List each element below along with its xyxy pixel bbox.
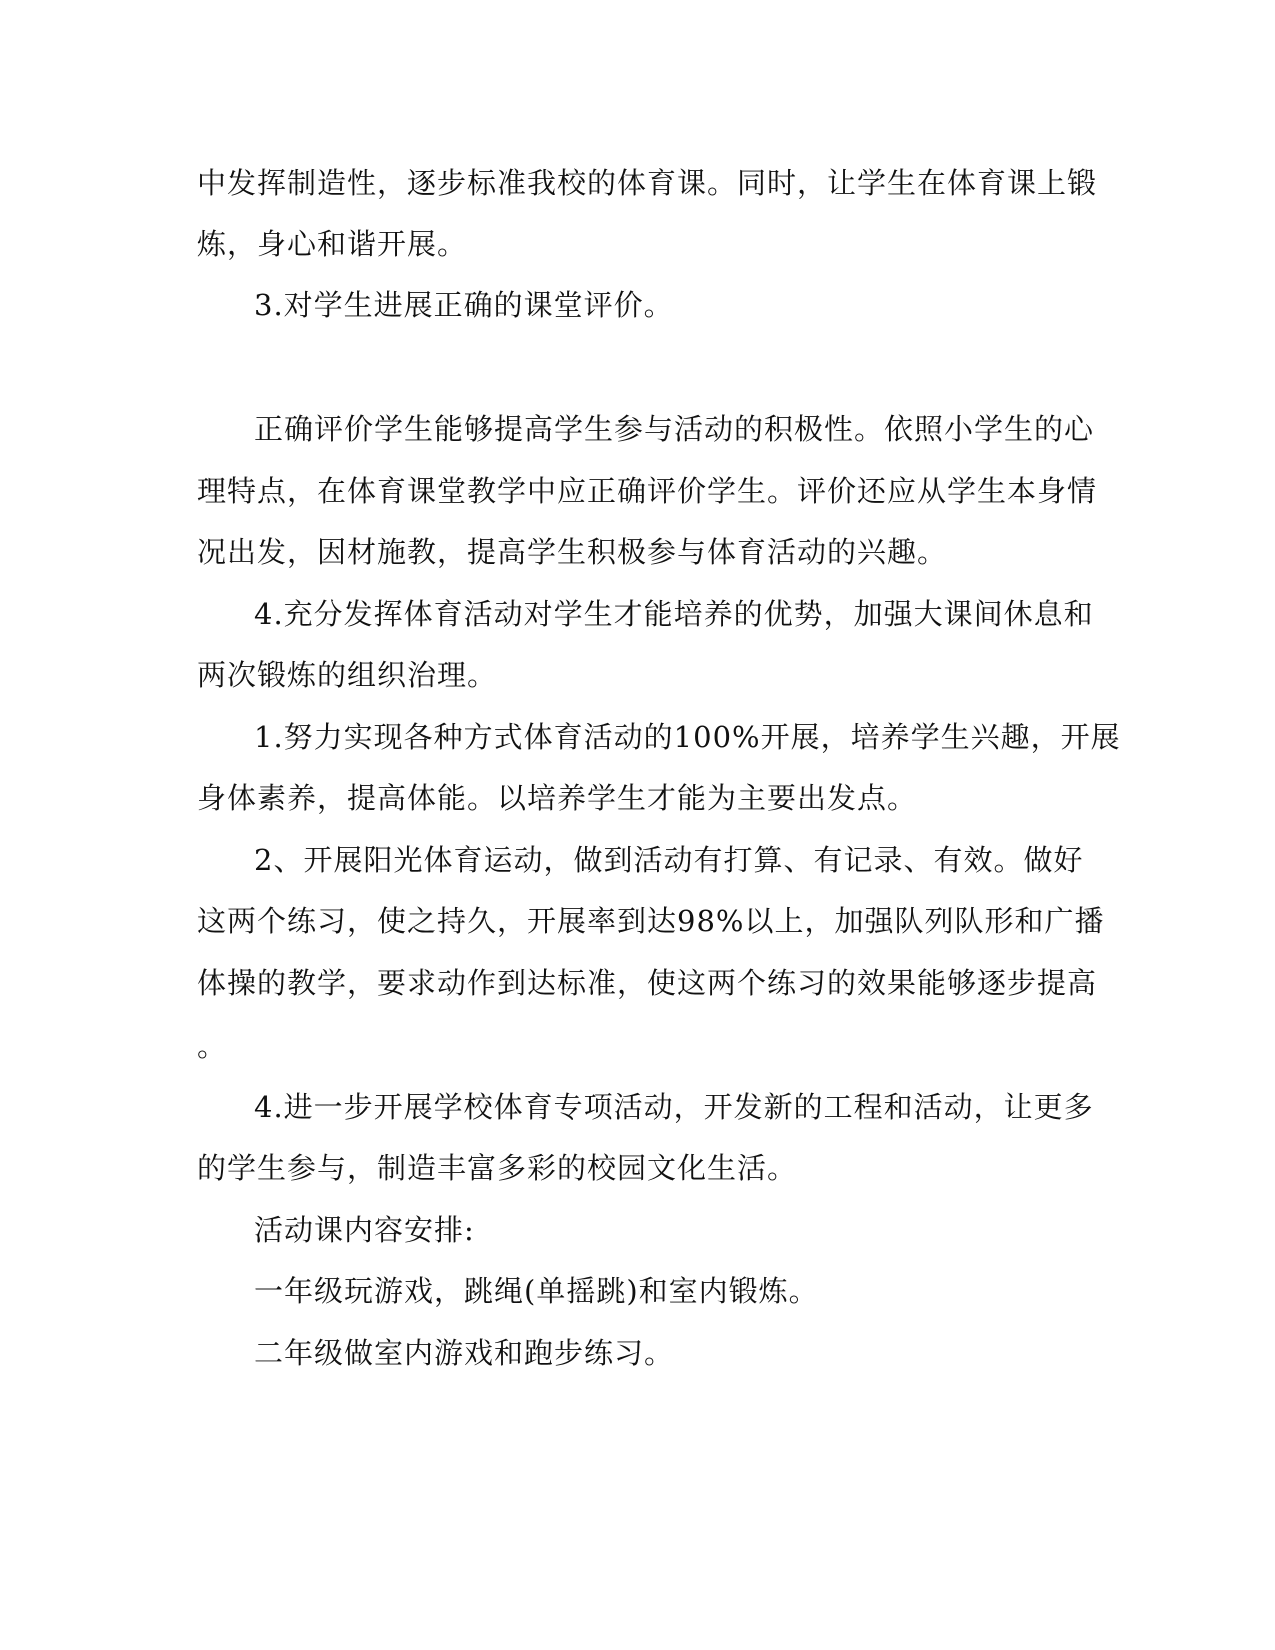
- text-line: 炼，身心和谐开展。: [197, 227, 468, 261]
- text-line: 中发挥制造性，逐步标准我校的体育课。同时，让学生在体育课上锻: [197, 166, 1098, 200]
- text-line: 1.努力实现各种方式体育活动的100%开展，培养学生兴趣，开展: [254, 720, 1121, 754]
- text-line: 两次锻炼的组织治理。: [197, 658, 498, 692]
- text-line: 二年级做室内游戏和跑步练习。: [254, 1336, 675, 1370]
- text-line: 这两个练习，使之持久，开展率到达98%以上，加强队列队形和广播: [197, 904, 1105, 938]
- text-line: 4.进一步开展学校体育专项活动，开发新的工程和活动，让更多: [254, 1090, 1094, 1124]
- text-line: 况出发，因材施教，提高学生积极参与体育活动的兴趣。: [197, 535, 948, 569]
- text-line: 理特点，在体育课堂教学中应正确评价学生。评价还应从学生本身情: [197, 474, 1098, 508]
- text-line: 2、开展阳光体育运动，做到活动有打算、有记录、有效。做好: [254, 843, 1084, 877]
- text-line: 体操的教学，要求动作到达标准，使这两个练习的效果能够逐步提高: [197, 966, 1098, 1000]
- text-line: 。: [197, 1029, 228, 1063]
- text-line: 身体素养，提高体能。以培养学生才能为主要出发点。: [197, 781, 918, 815]
- text-line: 3.对学生进展正确的课堂评价。: [254, 288, 674, 322]
- text-line: 的学生参与，制造丰富多彩的校园文化生活。: [197, 1151, 798, 1185]
- text-line: 4.充分发挥体育活动对学生才能培养的优势，加强大课间休息和: [254, 597, 1094, 631]
- text-line: 正确评价学生能够提高学生参与活动的积极性。依照小学生的心: [254, 412, 1095, 446]
- text-line: 活动课内容安排:: [254, 1213, 475, 1247]
- text-line: 一年级玩游戏，跳绳(单摇跳)和室内锻炼。: [254, 1274, 819, 1308]
